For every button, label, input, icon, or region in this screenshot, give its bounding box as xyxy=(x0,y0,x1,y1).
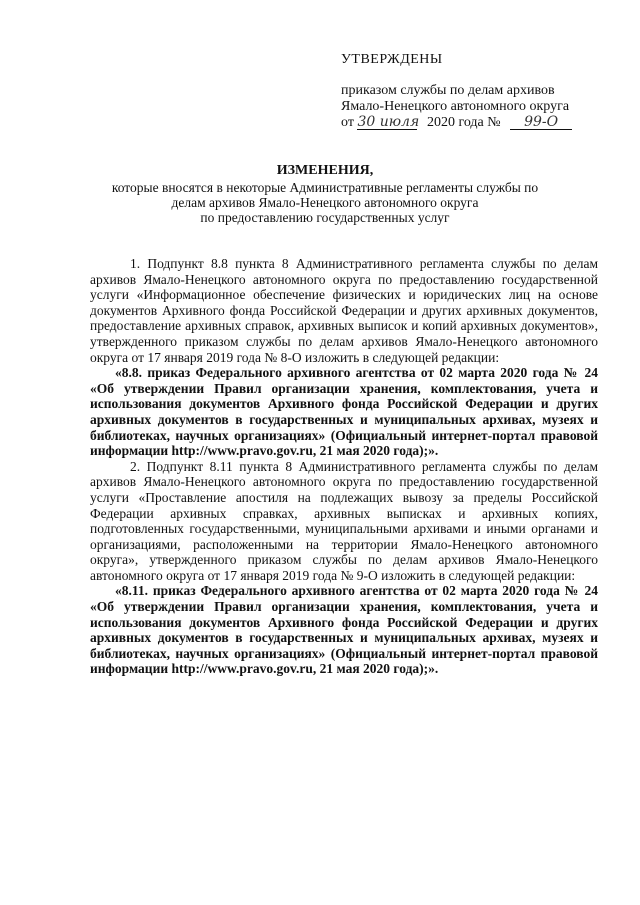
year-text: 2020 года № xyxy=(426,115,501,130)
heading-line-2: делам архивов Ямало-Ненецкого автономного округа xyxy=(171,195,479,210)
paragraph-2: 2. Подпункт 8.11 пункта 8 Административного регламента службы по делам архивов Ямало-Ненецкого автономного округа по предоставлению государственной услуги «Проставление апостиля на подлежащих вывозу за пределы Российской Федерации архивных справках, архивных выписках и архивных копиях, подготовленных государственными, муниципальными архивами и иными органами и организациями, расположенными на территории Ямало-Ненецкого автономного округа», утвержденного приказом службы по делам архивов Ямало-Ненецкого автономного округа от 17 января 2019 года № 9-О изложить в следующей редакции: xyxy=(90,458,598,583)
heading-line-3: по предоставлению государственных услуг xyxy=(200,210,450,225)
approval-line-1: приказом службы по делам архивов xyxy=(341,83,555,98)
document-heading xyxy=(80,163,570,225)
paragraph-2-amendment: «8.11. приказ Федерального архивного агентства от 02 марта 2020 года № 24 «Об утверждении Правил организации хранения, комплектования, учета и использования документов Архивного фонда Российской Федерации и других архивных документов в государственных и муниципальных архивах, музеях и библиотеках, научных организациях» (Официальный интернет-портал правовой информации http://www.pravo.gov.ru, 21 мая 2020 года);». xyxy=(90,583,598,677)
paragraph-1: 1. Подпункт 8.8 пункта 8 Административного регламента службы по делам архивов Ямало-Ненецкого автономного округа по предоставлению государственной услуги «Информационное обеспечение физических и юридических лиц на основе документов Архивного фонда Российской Федерации и других архивных документов, предоставление архивных справок, архивных выписок и копий архивных документов», утвержденного приказом службы по делам архивов Ямало-Ненецкого автономного округа от 17 января 2019 года № 8-О изложить в следующей редакции: xyxy=(90,256,598,365)
heading-line-1: которые вносятся в некоторые Административные регламенты службы по xyxy=(111,180,539,195)
handwritten-number: 99-О xyxy=(510,116,572,130)
approval-date-line xyxy=(341,115,572,131)
approval-line-2: Ямало-Ненецкого автономного округа xyxy=(341,99,570,114)
heading-title: ИЗМЕНЕНИЯ, xyxy=(276,163,374,178)
document-body xyxy=(90,256,598,677)
date-prefix: от xyxy=(341,115,354,130)
handwritten-date: 30 июля xyxy=(357,114,420,130)
paragraph-1-amendment: «8.8. приказ Федерального архивного агентства от 02 марта 2020 года № 24 «Об утверждении Правил организации хранения, комплектования, учета и использования документов Архивного фонда Российской Федерации и других архивных документов в государственных и муниципальных архивах, музеях и библиотеках, научных организациях» (Официальный интернет-портал правовой информации http://www.pravo.gov.ru, 21 мая 2020 года);». xyxy=(90,365,598,459)
approval-block xyxy=(341,52,572,131)
approval-title: УТВЕРЖДЕНЫ xyxy=(341,52,443,67)
